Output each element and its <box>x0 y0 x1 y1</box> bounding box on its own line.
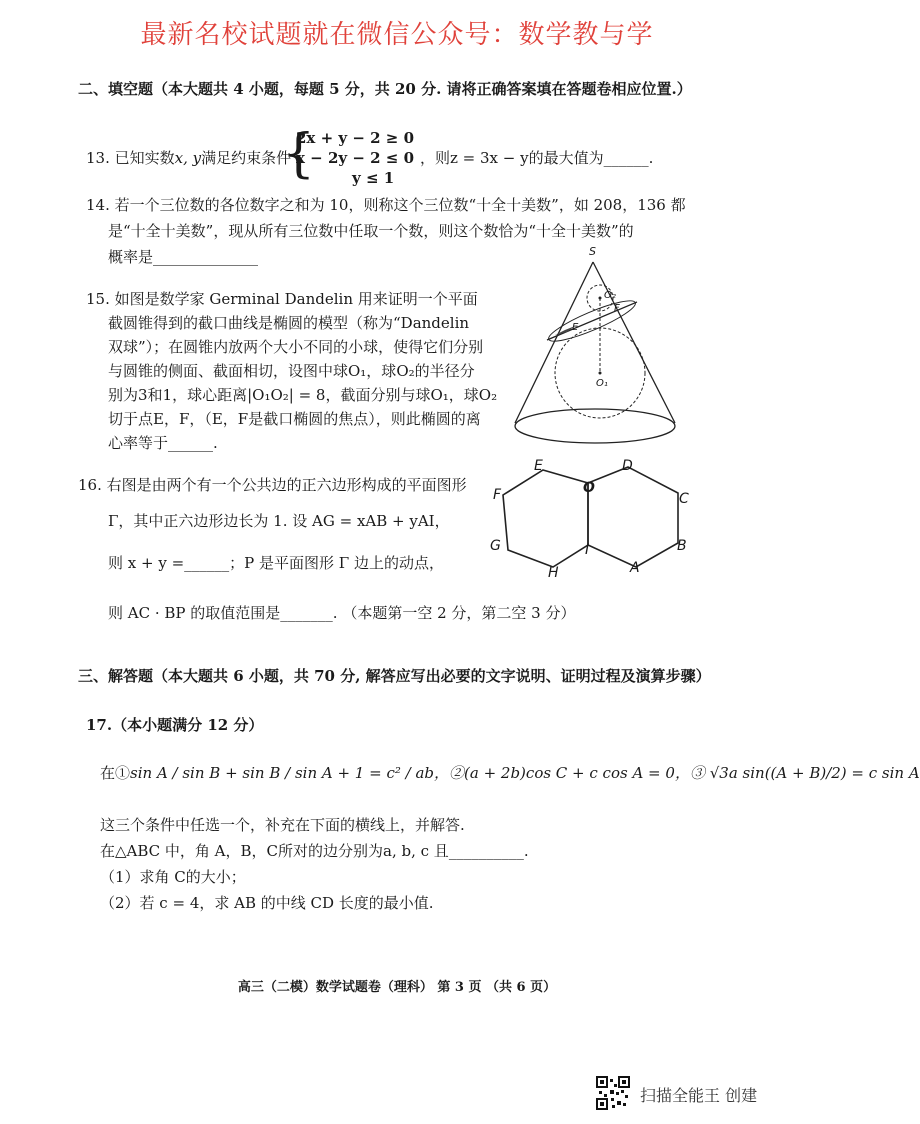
cone-o1-label: O₁ <box>596 378 608 389</box>
q17-cond-prefix: 在① <box>100 764 131 782</box>
cone-apex-label: S <box>589 245 596 258</box>
q17-heading: 17.（本小题满分 12 分） <box>86 716 264 734</box>
two-hexagons-figure <box>488 455 698 585</box>
section-2-heading: 二、填空题（本大题共 4 小题，每题 5 分，共 20 分. 请将正确答案填在答题卷相应位置.） <box>78 80 692 98</box>
q17-line3-text: 在△ABC 中，角 A，B，C所对的边分别为a, b, c 且 <box>100 842 449 860</box>
q17-part1: （1）求角 C的大小； <box>100 868 246 886</box>
q15-line2: 截圆锥得到的截口曲线是椭圆的模型（称为“Dandelin <box>108 314 470 332</box>
q16-line4-a: 则 AC · BP 的取值范围是 <box>108 604 281 622</box>
q14-line2: 是“十全十美数”，现从所有三位数中任取一个数，则这个数恰为“十全十美数”的 <box>108 222 634 240</box>
q13-blank: ______. <box>603 149 654 167</box>
q14-blank: ______________ <box>153 248 259 266</box>
q16-line3 <box>108 550 444 576</box>
cone-base-ellipse <box>515 409 675 443</box>
q15-line7 <box>108 430 218 456</box>
hex-label-d: D <box>622 458 633 474</box>
hex-label-h: H <box>548 565 559 581</box>
q13-brace-icon: { <box>282 124 316 184</box>
watermark-banner: 最新名校试题就在微信公众号：数学教与学 <box>140 20 654 50</box>
qr-code-icon <box>596 1076 630 1110</box>
hex-label-o: O <box>583 480 595 496</box>
q15-line5: 别为3和1，球心距离|O₁O₂| = 8，截面分别与球O₁，球O₂ <box>108 386 498 404</box>
q17-line3 <box>100 838 529 864</box>
hex-label-e: E <box>534 458 543 474</box>
q17-cond-3: ，③ √3a sin((A + B)/2) = c sin A <box>674 764 920 782</box>
section-3-heading: 三、解答题（本大题共 6 小题，共 70 分, 解答应写出必要的文字说明、证明过程及演算步骤） <box>78 667 711 685</box>
o1-point <box>599 372 602 375</box>
q14-line1: 14. 若一个三位数的各位数字之和为 10，则称这个三位数“十全十美数”，如 208，136 都 <box>86 196 686 214</box>
q16-line3-a: 则 x + y = <box>108 554 185 572</box>
q16-line4 <box>108 600 575 626</box>
q15-line7-text: 心率等于 <box>108 434 169 452</box>
q17-line2: 这三个条件中任选一个，补充在下面的横线上，并解答. <box>100 816 465 834</box>
hex-label-b: B <box>677 538 687 554</box>
q15-line1: 15. 如图是数学家 Germinal Dandelin 用来证明一个平面 <box>86 290 478 308</box>
hex-label-c: C <box>679 491 689 507</box>
page-footer: 高三（二模）数学试题卷（理科） 第 3 页 （共 6 页） <box>237 980 557 995</box>
q17-conditions <box>100 760 920 786</box>
q17-cond-2: ，②(a + 2b)cos C + c cos A = 0 <box>434 764 675 782</box>
left-hexagon <box>503 470 588 567</box>
q16-line1: 16. 右图是由两个有一个公共边的正六边形构成的平面图形 <box>78 476 467 494</box>
q17-part2: （2）若 c = 4，求 AB 的中线 CD 长度的最小值. <box>100 894 434 912</box>
q15-line3: 双球”）；在圆锥内放两个大小不同的小球，使得它们分别 <box>108 338 484 356</box>
hex-label-a: A <box>630 560 640 576</box>
q13-lead <box>86 145 291 171</box>
q17-line3-blank: __________. <box>448 842 529 860</box>
q14-line3-text: 概率是 <box>108 248 154 266</box>
cone-left-edge <box>515 262 593 423</box>
q13-constraint-1: 2x + y − 2 ≥ 0 <box>296 129 415 147</box>
cone-o2-label: O₂ <box>604 290 616 301</box>
hex-label-g: G <box>490 538 501 554</box>
q16-line2: Γ，其中正六边形边长为 1. 设 AG = xAB + yAI， <box>108 512 450 530</box>
cone-f-label: F <box>614 303 620 314</box>
q13-vars: x, y <box>174 149 202 167</box>
hex-label-i: I <box>585 542 590 558</box>
q13-mid: 满足约束条件 <box>201 149 292 167</box>
dandelin-cone-figure <box>505 240 685 455</box>
q13-constraint-2: x − 2y − 2 ≤ 0 <box>296 149 415 167</box>
q13-lead-text: 13. 已知实数 <box>86 149 175 167</box>
cone-e-label: E <box>572 322 579 333</box>
q14-line3 <box>108 244 258 270</box>
q15-blank: ______. <box>168 434 218 452</box>
q16-line4-b: _______. （本题第一空 2 分，第二空 3 分） <box>280 604 576 622</box>
q13-tail <box>420 145 653 171</box>
q15-line6: 切于点E，F，（E，F是截口椭圆的焦点），则此椭圆的离 <box>108 410 481 428</box>
q13-constraint-3: y ≤ 1 <box>352 169 395 187</box>
q13-tail-text: ，则z = 3x − y的最大值为 <box>420 149 604 167</box>
hex-label-f: F <box>493 487 502 503</box>
scanner-credit: 扫描全能王 创建 <box>640 1086 758 1105</box>
q15-line4: 与圆锥的侧面、截面相切，设图中球O₁，球O₂的半径分 <box>108 362 475 380</box>
q16-line3-b: ______；P 是平面图形 Γ 边上的动点， <box>184 554 444 572</box>
q17-cond-1: sin A / sin B + sin B / sin A + 1 = c² / ab <box>130 764 435 782</box>
right-hexagon <box>588 467 678 567</box>
o2-point <box>599 297 602 300</box>
